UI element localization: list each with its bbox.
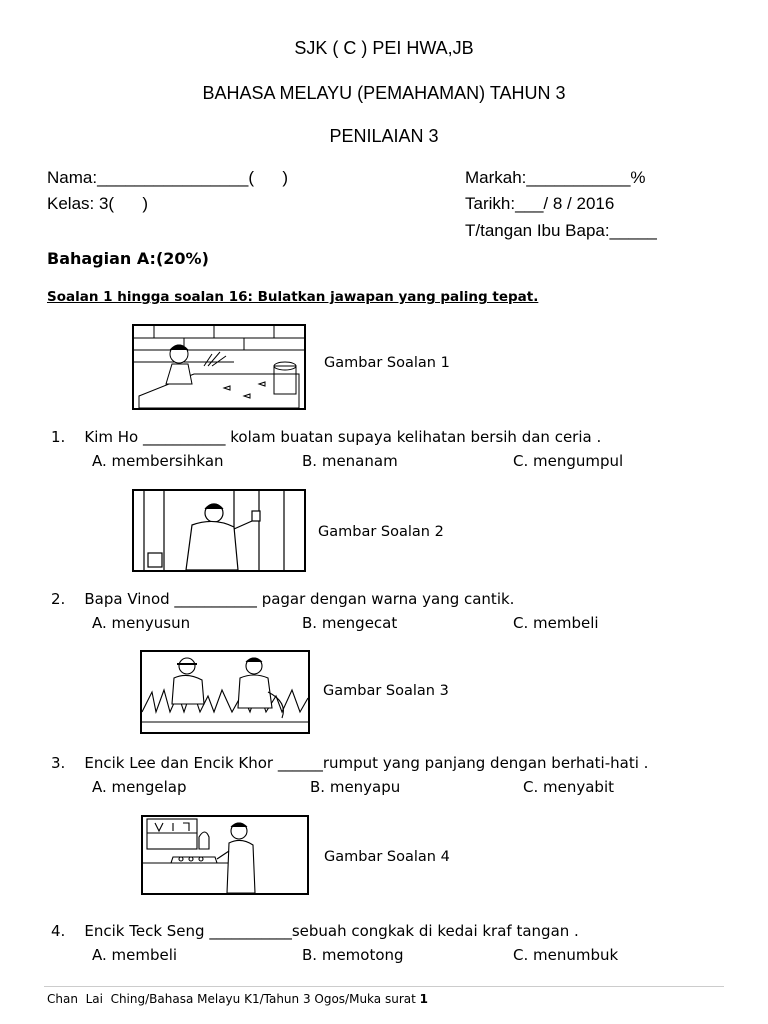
tarikh-field: Tarikh:___/ 8 / 2016 xyxy=(465,194,615,213)
question-4-option-a[interactable]: A. membeli xyxy=(92,946,178,964)
question-3-option-b[interactable]: B. menyapu xyxy=(310,778,401,796)
school-name: SJK ( C ) PEI HWA,JB xyxy=(294,38,474,58)
question-2-text: 2. Bapa Vinod ___________ pagar dengan warna yang cantik. xyxy=(51,590,515,608)
question-4-caption: Gambar Soalan 4 xyxy=(324,849,450,865)
question-2-option-a[interactable]: A. menyusun xyxy=(92,614,191,632)
page-footer xyxy=(47,992,428,1006)
section-instruction: Soalan 1 hingga soalan 16: Bulatkan jawapan yang paling tepat. xyxy=(47,289,539,305)
section-title: Bahagian A:(20%) xyxy=(47,249,209,268)
question-1-text: 1. Kim Ho ___________ kolam buatan supaya kelihatan bersih dan ceria . xyxy=(51,428,602,446)
question-3-option-a[interactable]: A. mengelap xyxy=(92,778,187,796)
question-2-picture xyxy=(132,489,306,572)
parent-signature-field: T/tangan Ibu Bapa:_____ xyxy=(465,221,657,240)
markah-field: Markah:___________% xyxy=(465,168,646,187)
question-3-option-c[interactable]: C. menyabit xyxy=(523,778,614,796)
question-3-picture xyxy=(140,650,310,734)
assessment-title: PENILAIAN 3 xyxy=(329,126,439,146)
kelas-field: Kelas: 3( ) xyxy=(47,194,149,213)
question-4-text: 4. Encik Teck Seng ___________sebuah congkak di kedai kraf tangan . xyxy=(51,922,579,940)
question-2-caption: Gambar Soalan 2 xyxy=(318,524,444,540)
question-1-picture xyxy=(132,324,306,410)
subject-title: BAHASA MELAYU (PEMAHAMAN) TAHUN 3 xyxy=(202,83,566,103)
question-1-option-a[interactable]: A. membersihkan xyxy=(92,452,224,470)
question-3-text: 3. Encik Lee dan Encik Khor ______rumput yang panjang dengan berhati-hati . xyxy=(51,754,649,772)
footer-text: Chan Lai Ching/Bahasa Melayu K1/Tahun 3 Ogos/Muka surat xyxy=(47,992,420,1006)
question-1-caption: Gambar Soalan 1 xyxy=(324,355,450,371)
footer-divider xyxy=(44,986,724,987)
question-1-option-c[interactable]: C. mengumpul xyxy=(513,452,624,470)
question-3-caption: Gambar Soalan 3 xyxy=(323,683,449,699)
question-4-picture xyxy=(141,815,309,895)
question-2-option-c[interactable]: C. membeli xyxy=(513,614,599,632)
question-1-option-b[interactable]: B. menanam xyxy=(302,452,398,470)
question-2-option-b[interactable]: B. mengecat xyxy=(302,614,398,632)
question-4-option-b[interactable]: B. memotong xyxy=(302,946,404,964)
nama-field: Nama:________________( ) xyxy=(47,168,289,187)
page-number: 1 xyxy=(419,992,428,1006)
question-4-option-c[interactable]: C. menumbuk xyxy=(513,946,619,964)
